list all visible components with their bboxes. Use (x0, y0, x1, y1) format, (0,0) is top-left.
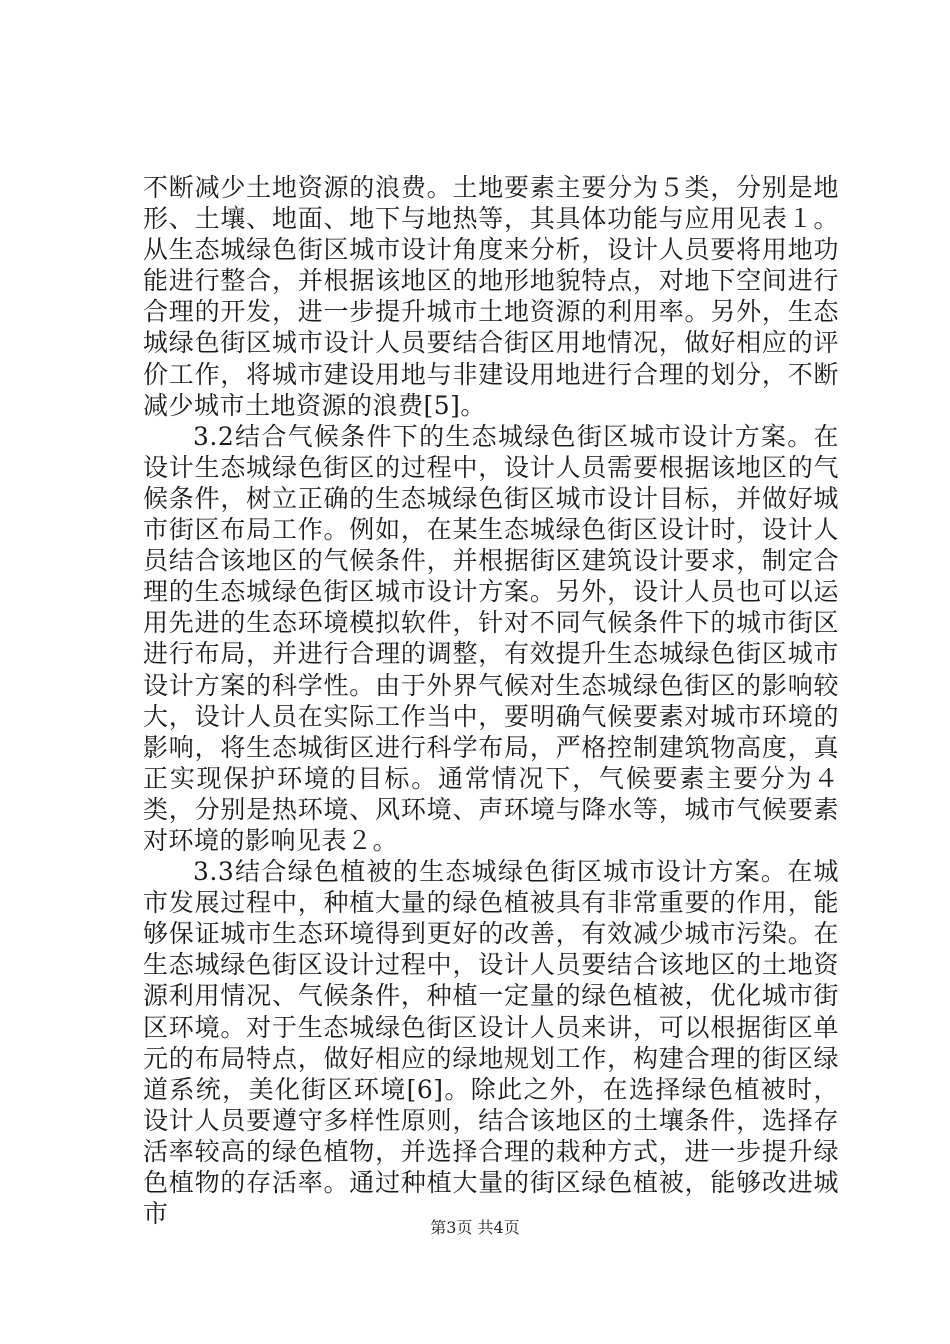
paragraph-continuation: 不断减少土地资源的浪费。土地要素主要分为５类，分别是地形、土壤、地面、地下与地热等，其具体功能与应用见表１。从生态城绿色街区城市设计角度来分析，设计人员要将用地功能进行整合，并根据该地区的地形地貌特点，对地下空间进行合理的开发，进一步提升城市土地资源的利用率。另外，生态城绿色街区城市设计人员要结合街区用地情况，做好相应的评价工作，将城市建设用地与非建设用地进行合理的划分，不断减少城市土地资源的浪费[5]。 (143, 173, 839, 420)
page-footer: 第3页 共4页 (430, 1218, 520, 1237)
paragraph-section-3-2: 3.2结合气候条件下的生态城绿色街区城市设计方案。在设计生态城绿色街区的过程中，设计人员需要根据该地区的气候条件，树立正确的生态城绿色街区城市设计目标，并做好城市街区布局工作。例如，在某生态城绿色街区设计时，设计人员结合该地区的气候条件，并根据街区建筑设计要求，制定合理的生态城绿色街区城市设计方案。另外，设计人员也可以运用先进的生态环境模拟软件，针对不同气候条件下的城市街区进行布局，并进行合理的调整，有效提升生态城绿色街区城市设计方案的科学性。由于外界气候对生态城绿色街区的影响较大，设计人员在实际工作当中，要明确气候要素对城市环境的影响，将生态城街区进行科学布局，严格控制建筑物高度，真正实现保护环境的目标。通常情况下，气候要素主要分为４类，分别是热环境、风环境、声环境与降水等，城市气候要素对环境的影响见表２。 (143, 421, 839, 855)
paragraph-section-3-3: 3.3结合绿色植被的生态城绿色街区城市设计方案。在城市发展过程中，种植大量的绿色植被具有非常重要的作用，能够保证城市生态环境得到更好的改善，有效减少城市污染。在生态城绿色街区设计过程中，设计人员要结合该地区的土地资源利用情况、气候条件，种植一定量的绿色植被，优化城市街区环境。对于生态城绿色街区设计人员来讲，可以根据街区单元的布局特点，做好相应的绿地规划工作，构建合理的街区绿道系统，美化街区环境[6]。除此之外，在选择绿色植被时，设计人员要遵守多样性原则，结合该地区的土壤条件，选择存活率较高的绿色植物，并选择合理的栽种方式，进一步提升绿色植物的存活率。通过种植大量的街区绿色植被，能够改进城市 (143, 857, 839, 1229)
body-text (143, 172, 839, 1229)
